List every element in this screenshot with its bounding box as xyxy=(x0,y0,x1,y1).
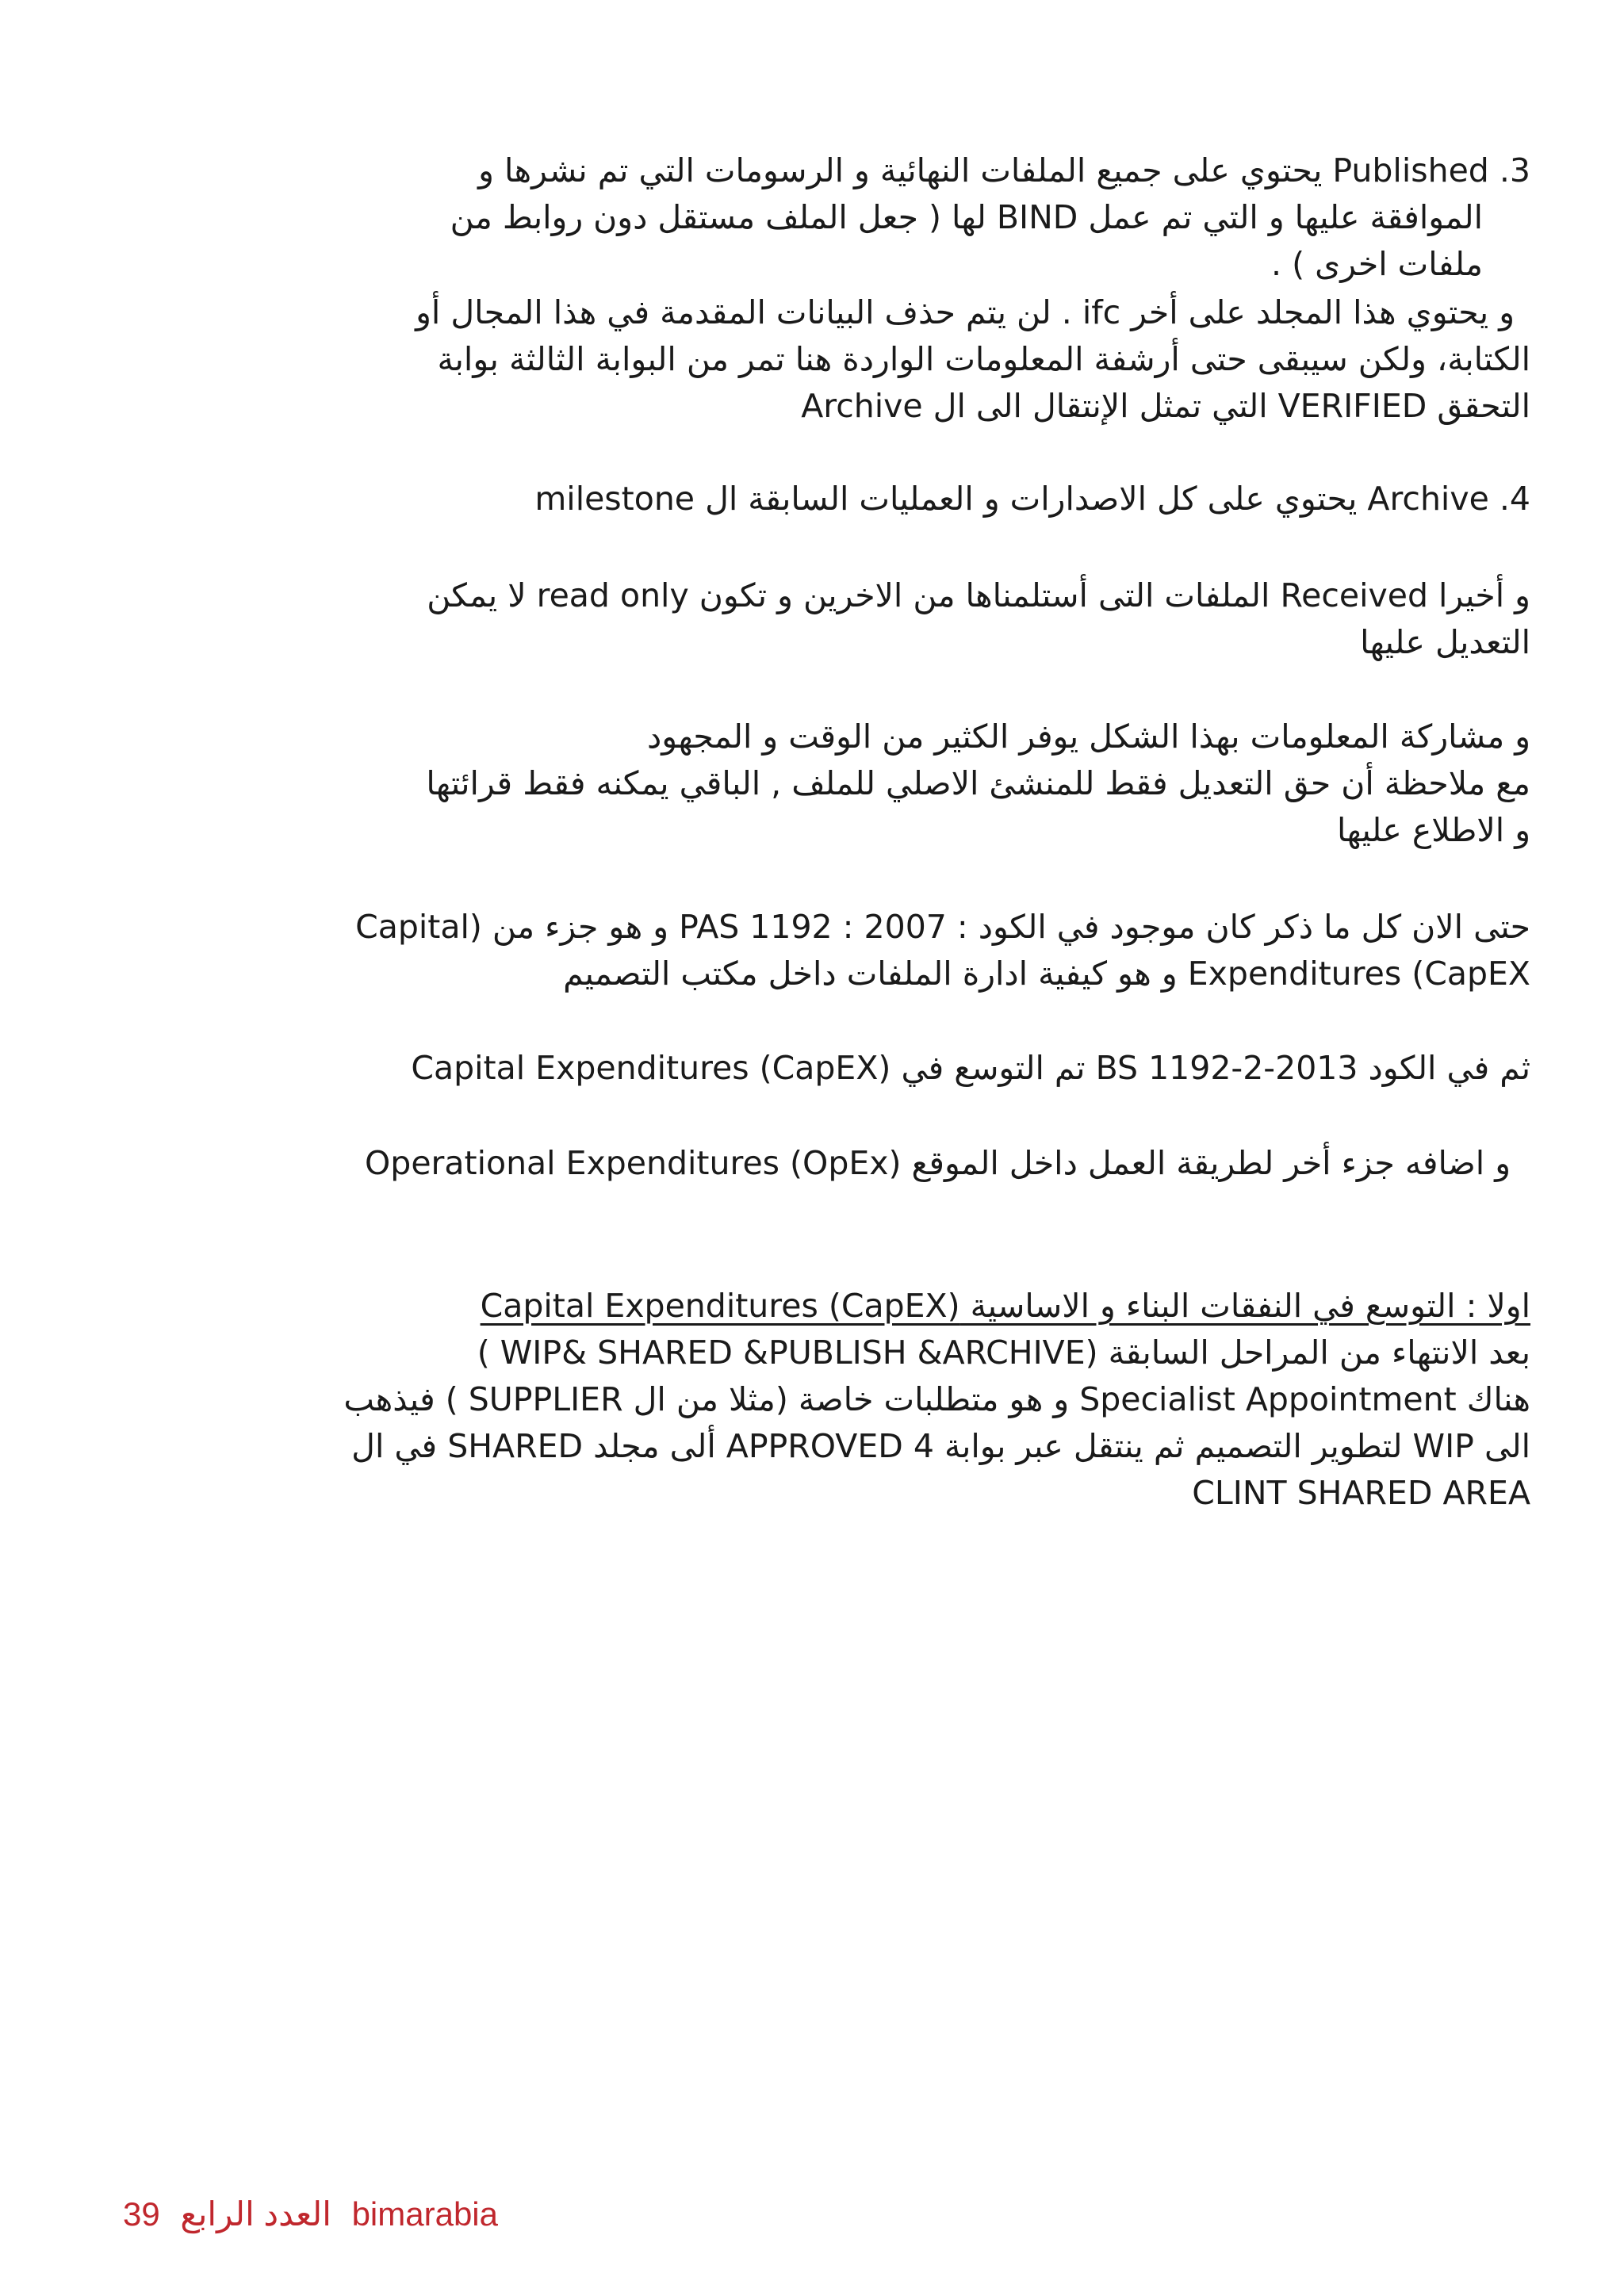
paragraph-bs-1192 xyxy=(111,1045,1530,1092)
paragraph-received xyxy=(111,572,1530,666)
text-line: Expenditures (CapEX و هو كيفية ادارة الملفات داخل مكتب التصميم xyxy=(563,955,1530,993)
issue-label: العدد الرابع xyxy=(180,2195,331,2233)
paragraph-opex xyxy=(111,1140,1530,1187)
paragraph-sharing xyxy=(111,714,1530,854)
text-line: الى WIP لتطوير التصميم ثم ينتقل عبر بوابة APPROVED 4 ألى مجلد SHARED في ال xyxy=(351,1427,1530,1465)
text-line: التحقق VERIFIED التي تمثل الإنتقال الى ال Archive xyxy=(801,387,1530,425)
text-line: و اضافه جزء أخر لطريقة العمل داخل الموقع (Operational Expenditures (OpEx xyxy=(365,1144,1511,1182)
text-line: مع ملاحظة أن حق التعديل فقط للمنشئ الاصلي للملف , الباقي يمكنه فقط قرائتها xyxy=(426,764,1530,802)
paragraph-pas-1192 xyxy=(111,904,1530,997)
paragraph-published xyxy=(111,147,1530,288)
text-line: و يحتوي هذا المجلد على أخر ifc . لن يتم حذف البيانات المقدمة في هذا المجال أو xyxy=(416,293,1515,331)
section-heading: اولا : التوسع في النفقات البناء و الاساسية Capital Expenditures (CapEX) xyxy=(480,1287,1530,1325)
text-line: ملفات اخرى ) . xyxy=(1271,245,1483,283)
paragraph-published-details xyxy=(111,289,1530,430)
text-line: الموافقة عليها و التي تم عمل BIND لها ( جعل الملف مستقل دون روابط من xyxy=(450,198,1483,236)
text-line: حتى الان كل ما ذكر كان موجود في الكود : PAS 1192 : 2007 و هو جزء من (Capital xyxy=(355,908,1530,946)
page-footer xyxy=(123,2195,509,2233)
text-line: و مشاركة المعلومات بهذا الشكل يوفر الكثير من الوقت و المجهود xyxy=(647,718,1530,756)
text-line: هناك Specialist Appointment و هو متطلبات خاصة (مثلا من ال SUPPLIER ) فيذهب xyxy=(343,1380,1530,1418)
text-line: و الاطلاع عليها xyxy=(1337,811,1530,849)
text-line: التعديل عليها xyxy=(1360,623,1530,661)
section-first xyxy=(111,1283,1530,1517)
paragraph-archive xyxy=(111,476,1530,522)
text-line: ثم في الكود BS 1192-2-2013 تم التوسع في Capital Expenditures (CapEX) xyxy=(411,1049,1530,1087)
text-line: بعد الانتهاء من المراحل السابقة (WIP& SHARED &PUBLISH &ARCHIVE ) xyxy=(477,1334,1530,1372)
text-line: و أخيرا Received الملفات التى أستلمناها من الاخرين و تكون read only لا يمكن xyxy=(427,576,1530,614)
text-line: الكتابة، ولكن سيبقى حتى أرشفة المعلومات الواردة هنا تمر من البوابة الثالثة بوابة xyxy=(437,340,1530,378)
brand-name: bimarabia xyxy=(351,2195,498,2233)
text-line: CLINT SHARED AREA xyxy=(1192,1474,1530,1512)
text-line: 4. Archive يحتوي على كل الاصدارات و العمليات السابقة ال milestone xyxy=(534,480,1530,518)
page-number: 39 xyxy=(123,2195,160,2233)
text-line: 3. Published يحتوي على جميع الملفات النهائية و الرسومات التي تم نشرها و xyxy=(478,151,1530,189)
